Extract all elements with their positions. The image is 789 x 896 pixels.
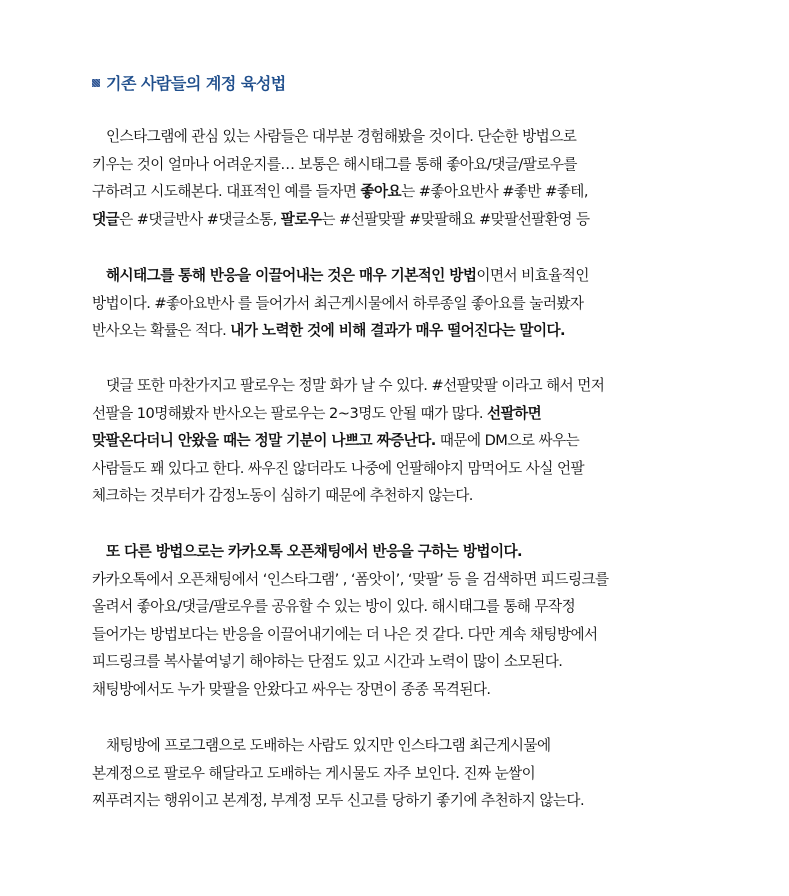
bold-text: 팔로우 <box>280 210 322 228</box>
text-segment: 선팔을 10명해봤자 반사오는 팔로우는 2~3명도 안될 때가 많다. <box>92 404 488 422</box>
text-segment: 채팅방에 프로그램으로 도배하는 사람도 있지만 인스타그램 최근게시물에 <box>106 737 551 754</box>
section-heading <box>92 71 286 94</box>
paragraph-3 <box>92 372 712 510</box>
text-segment: 찌푸려지는 행위이고 본계정, 부계정 모두 신고를 당하기 좋기에 추천하지 않는다. <box>92 792 585 809</box>
bold-text: 내가 노력한 것에 비해 결과가 매우 떨어진다는 말이다. <box>230 322 566 339</box>
text-line <box>92 400 712 428</box>
text-segment: 체크하는 것부터가 감정노동이 심하기 때문에 추천하지 않는다. <box>92 487 473 504</box>
paragraph-5 <box>92 732 712 815</box>
text-line <box>92 290 712 318</box>
text-segment: 은 #댓글반사 #댓글소통, <box>119 210 281 228</box>
text-segment: 사람들도 꽤 있다고 한다. 싸우진 않더라도 나중에 언팔해야지 맘먹어도 사실 언팔 <box>92 459 585 477</box>
paragraph-1 <box>92 123 712 233</box>
heading-text: 기존 사람들의 계정 육성법 <box>106 74 286 93</box>
text-line <box>92 317 712 345</box>
text-line <box>92 593 712 621</box>
text-segment: 피드링크를 복사붙여넣기 해야하는 단점도 있고 시간과 노력이 많이 소모된다. <box>92 653 563 670</box>
text-segment: 올려서 좋아요/댓글/팔로우를 공유할 수 있는 방이 있다. 해시태그를 통해 무작정 <box>92 598 576 615</box>
text-line <box>92 732 712 760</box>
text-line <box>92 648 712 676</box>
text-segment: 이면서 비효율적인 <box>476 267 589 284</box>
text-segment: 댓글 또한 마찬가지고 팔로우는 정말 화가 날 수 있다. #선팔맞팔 이라고 해서 먼저 <box>106 377 605 394</box>
text-segment: 는 #좋아요반사 #좋반 #좋테, <box>401 183 588 200</box>
text-segment: 키우는 것이 얼마나 어려운지를… 보통은 해시태그를 통해 좋아요/댓글/팔로우를 <box>92 155 577 173</box>
text-line <box>92 760 712 788</box>
text-line <box>92 427 712 455</box>
text-line <box>92 566 712 594</box>
bold-text: 맞팔온다더니 안왔을 때는 정말 기분이 나쁘고 짜증난다. <box>92 432 436 449</box>
text-segment: 는 #선팔맞팔 #맞팔해요 #맞팔선팔환영 등 <box>321 210 590 228</box>
bold-text: 댓글 <box>92 210 120 228</box>
bold-text: 선팔하면 <box>487 404 542 422</box>
text-line <box>92 151 712 179</box>
bold-text: 좋아요 <box>360 183 402 200</box>
text-segment: 반사오는 확률은 적다. <box>92 322 231 339</box>
text-line <box>92 787 712 815</box>
text-line <box>92 123 712 151</box>
text-segment: 인스타그램에 관심 있는 사람들은 대부분 경험해봤을 것이다. 단순한 방법으로 <box>106 128 577 145</box>
text-segment: 구하려고 시도해본다. 대표적인 예를 들자면 <box>92 183 361 200</box>
text-line <box>92 676 712 704</box>
bold-text: 또 다른 방법으로는 카카오톡 오픈채팅에서 반응을 구하는 방법이다. <box>106 543 523 560</box>
square-bullet-icon <box>92 79 100 87</box>
text-segment: 방법이다. #좋아요반사 를 들어가서 최근게시물에서 하루종일 좋아요를 눌러봤자 <box>92 294 584 312</box>
text-segment: 때문에 DM으로 싸우는 <box>435 432 580 449</box>
text-segment: 본계정으로 팔로우 해달라고 도배하는 게시물도 자주 보인다. 진짜 눈쌀이 <box>92 764 536 782</box>
text-line <box>92 372 712 400</box>
text-line <box>92 178 712 206</box>
bold-text: 해시태그를 통해 반응을 이끌어내는 것은 매우 기본적인 방법 <box>106 267 477 284</box>
text-segment: 들어가는 방법보다는 반응을 이끌어내기에는 더 나은 것 같다. 다만 계속 채팅방에서 <box>92 625 598 643</box>
text-line <box>92 455 712 483</box>
text-line <box>92 482 712 510</box>
text-line <box>92 262 712 290</box>
text-line <box>92 538 712 566</box>
text-line <box>92 206 712 234</box>
paragraph-2 <box>92 262 712 345</box>
text-line <box>92 621 712 649</box>
text-segment: 채팅방에서도 누가 맞팔을 안왔다고 싸우는 장면이 종종 목격된다. <box>92 680 491 698</box>
paragraph-4 <box>92 538 712 703</box>
text-segment: 카카오톡에서 오픈채팅에서 ‘인스타그램’ , ‘폼앗이’, ‘맞팔’ 등 을 검색하면 피드링크를 <box>92 570 609 588</box>
